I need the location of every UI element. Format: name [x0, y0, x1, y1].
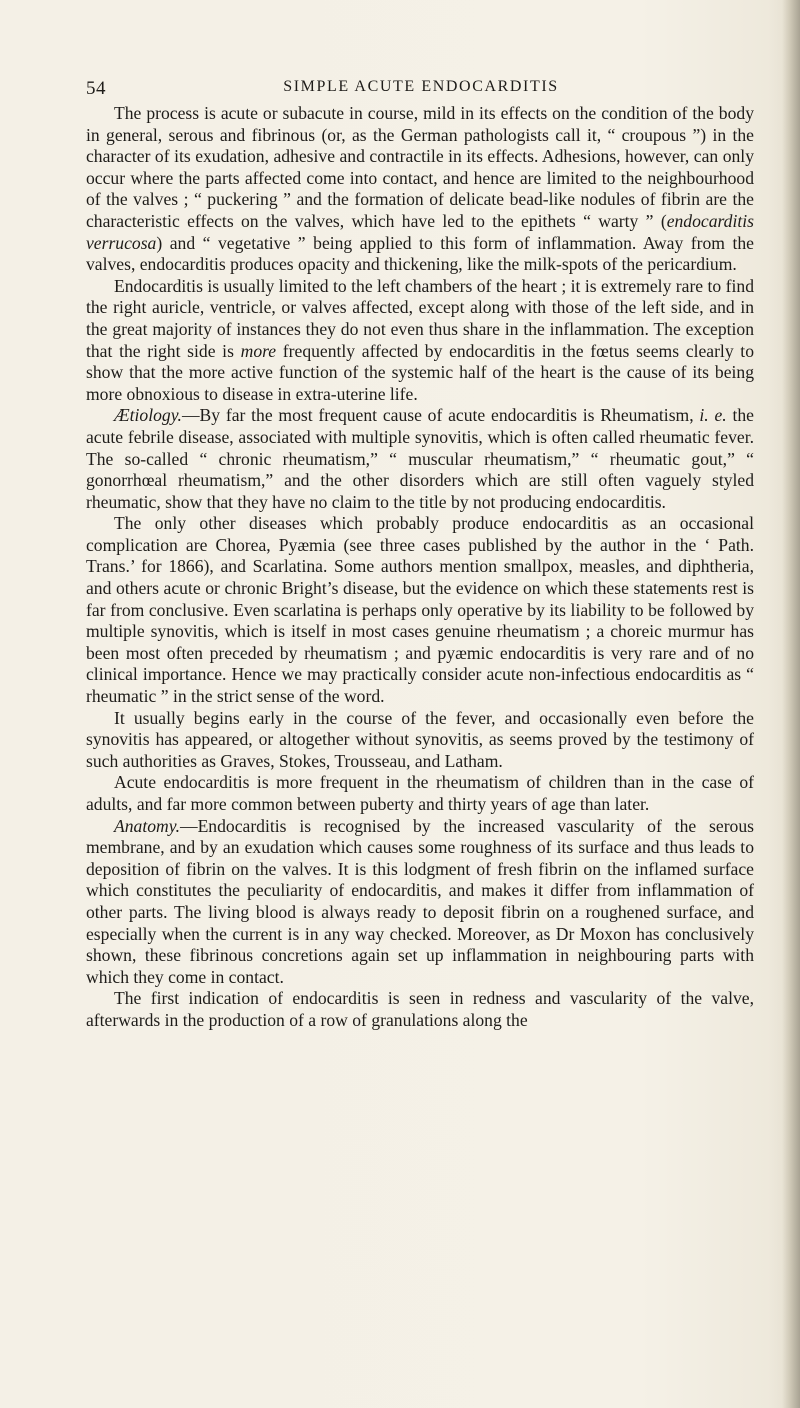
paragraph: Endocarditis is usually limited to the left chambers of the heart ; it is extremely rare to find the right auricle, ventricle, or valves affected, except along with those of the left side, and in the great majority of instances they do not even thus share in the inflammation. The exception that the right side is more frequently affected by endocarditis in the fœtus seems clearly to show that the more active function of the systemic half of the heart is the cause of its being more obnoxious to disease in extra-uterine life.: [86, 275, 754, 404]
section-heading-aetiology: Ætiology.: [114, 405, 182, 426]
page-number: 54: [86, 78, 106, 99]
paragraph-anatomy: Anatomy.—Endocarditis is recognised by the increased vascularity of the serous membrane, and by an exudation which causes some roughness of its surface and thus leads to deposition of fibrin on the valves. It is this lodgment of fresh fibrin on the inflamed surface which constitutes the peculiarity of endocarditis, and makes it differ from inflammation of other parts. The living blood is always ready to deposit fibrin on a roughened surface, and especially when the current is in any way checked. Moreover, as Dr Moxon has conclusively shown, these fibrinous concretions again set up inflammation in neighbouring parts with which they come in contact.: [86, 815, 754, 987]
paragraph: The process is acute or subacute in course, mild in its effects on the condition of the body in general, serous and fibrinous (or, as the German pathologists call it, “ croupous ”) in the character of its exudation, adhesive and contractile in its effects. Adhesions, however, can only occur where the parts affected come into contact, and hence are limited to the neighbourhood of the valves ; “ puckering ” and the formation of delicate bead-like nodules of fibrin are the characteristic effects on the valves, which have led to the epithets “ warty ” (endocarditis verrucosa) and “ vegetative ” being applied to this form of inflammation. Away from the valves, endocarditis produces opacity and thickening, like the milk-spots of the pericardium.: [86, 103, 754, 275]
italic-term: endocarditis verrucosa: [86, 210, 754, 253]
section-heading-anatomy: Anatomy.: [114, 815, 180, 836]
paragraph: The only other diseases which probably produce endocarditis as an occasional complication are Chorea, Pyæmia (see three cases published by the author in the ‘ Path. Trans.’ for 1866), and Scarlatina. Some authors mention smallpox, measles, and diphtheria, and others acute or chronic Bright’s disease, but the evidence on which these statements rest is far from conclusive. Even scarlatina is perhaps only operative by its liability to be followed by multiple synovitis, which is itself in most cases genuine rheumatism ; a choreic murmur has been most often preceded by rheumatism ; and pyæmic endocarditis is very rare and of no clinical importance. Hence we may practically consider acute non-infectious endocarditis as “ rheumatic ” in the strict sense of the word.: [86, 513, 754, 707]
paragraph: Acute endocarditis is more frequent in the rheumatism of children than in the case of adults, and far more common between puberty and thirty years of age than later.: [86, 772, 754, 814]
italic-term: i. e.: [699, 405, 727, 426]
paragraph-aetiology: Ætiology.—By far the most frequent cause of acute endocarditis is Rheumatism, i. e. the acute febrile disease, associated with multiple synovitis, which is often called rheumatic fever. The so-called “ chronic rheumatism,” “ muscular rheumatism,” “ rheumatic gout,” “ gonorrhœal rheumatism,” and the other disorders which are still often vaguely styled rheumatic, show that they have no claim to the title by not producing endocarditis.: [86, 405, 754, 512]
page-header: [86, 78, 756, 102]
paragraph: The first indication of endocarditis is seen in redness and vascularity of the valve, afterwards in the production of a row of granulations along the: [86, 988, 754, 1030]
page-edge-shadow: [782, 0, 800, 1408]
body-text: [86, 103, 754, 1032]
paragraph: It usually begins early in the course of the fever, and occasionally even before the synovitis has appeared, or altogether without synovitis, as seems proved by the testimony of such authorities as Graves, Stokes, Trousseau, and Latham.: [86, 707, 754, 771]
running-title: SIMPLE ACUTE ENDOCARDITIS: [283, 78, 559, 95]
italic-term: more: [240, 340, 277, 361]
